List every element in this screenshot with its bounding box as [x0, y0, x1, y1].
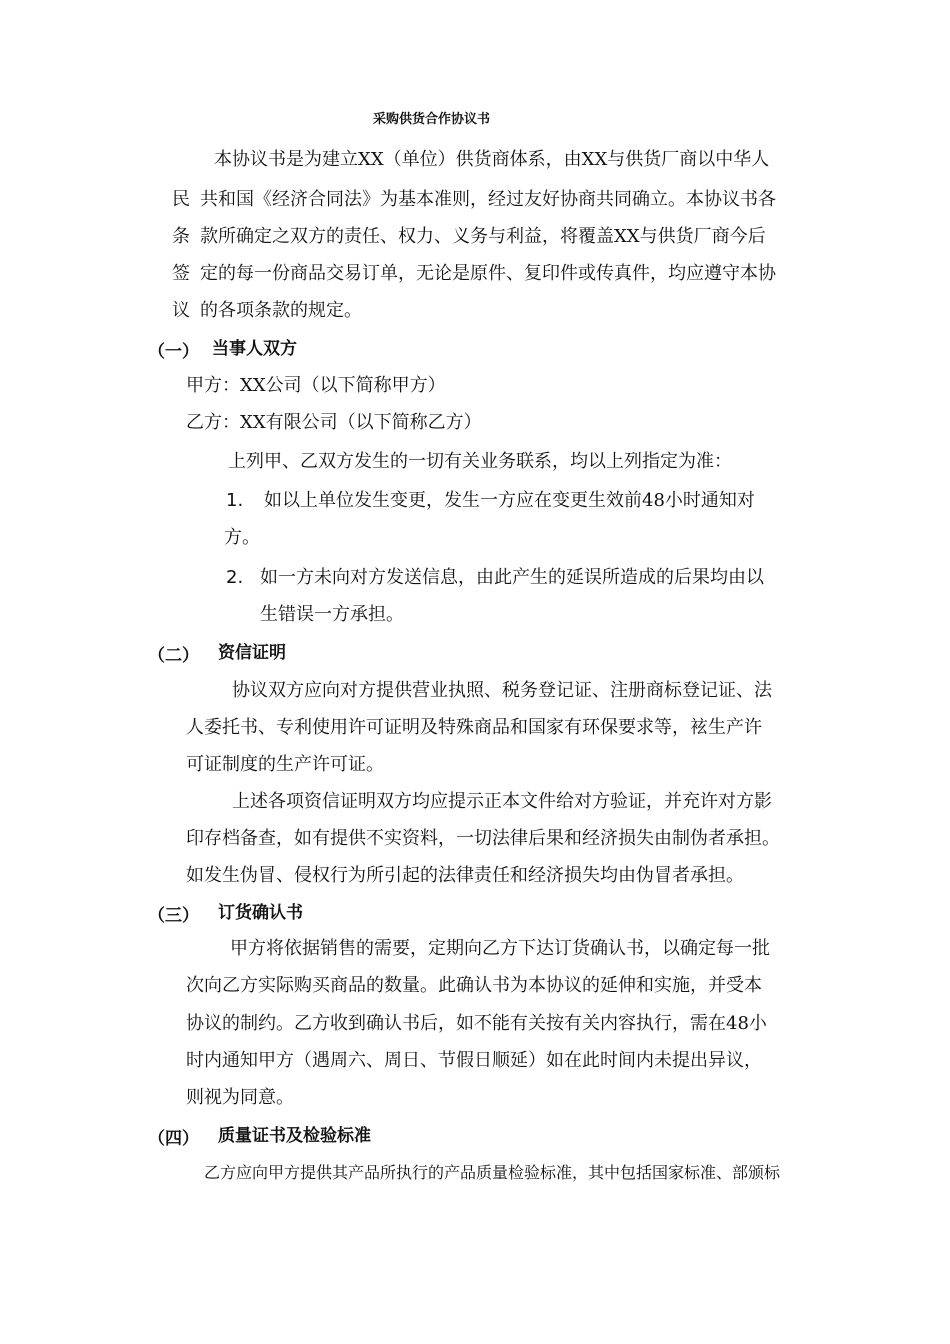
section-1-number: （一）: [148, 342, 199, 362]
section-3-line-3: 协议的制约。乙方收到确认书后，如不能有关按有关内容执行，需在48小: [186, 1013, 767, 1034]
intro-margin-1: 民: [172, 189, 190, 210]
section-2-p1-line-2: 人委托书、专利使用许可证明及特殊商品和国家有环保要求等，袨生产许: [186, 717, 762, 738]
section-2-p1-line-1: 协议双方应向对方提供营业执照、税务登记证、注册商标登记证、法: [232, 680, 772, 701]
section-2-p1-line-3: 可证制度的生产许可证。: [186, 754, 384, 775]
section-2-heading: 资信证明: [218, 643, 286, 663]
intro-margin-3: 签: [172, 263, 190, 284]
section-2-p2-line-3: 如发生伪冒、侵权行为所引起的法律责任和经济损失均由伪冒者承担。: [186, 865, 744, 886]
section-3-number: （三）: [148, 906, 199, 926]
section-2-p2-line-2: 印存档备查，如有提供不实资料，一切法律后果和经济损失由制伪者承担。: [186, 828, 780, 849]
section-4-heading: 质量证书及检验标准: [218, 1126, 371, 1146]
section-3-line-5: 则视为同意。: [186, 1087, 294, 1108]
section-2-p2-line-1: 上述各项资信证明双方均应提示正本文件给对方验证，并充许对方影: [232, 791, 772, 812]
intro-line-4: 定的每一份商品交易订单，无论是原件、复印件或传真件，均应遵守本协: [200, 263, 776, 284]
item-2-line-1: 如一方未向对方发送信息，由此产生的延误所造成的后果均由以: [260, 567, 764, 588]
section-4-line-1: 乙方应向甲方提供其产品所执行的产品质量检验标准，其中包括国家标准、部颁标: [204, 1163, 781, 1182]
intro-line-1: 本协议书是为建立XX（单位）供货商体系，由XX与供货厂商以中华人: [214, 149, 770, 170]
item-2-number: 2.: [226, 567, 244, 588]
intro-line-3: 款所确定之双方的责任、权力、义务与利益，将覆盖XX与供货厂商今后: [200, 226, 766, 247]
section-3-line-2: 次向乙方实际购买商品的数量。此确认书为本协议的延伸和实施，并受本: [186, 975, 762, 996]
intro-line-5: 的各项条款的规定。: [200, 300, 362, 321]
item-1-line-1: 如以上单位发生变更，发生一方应在变更生效前48小时通知对: [264, 490, 755, 511]
section-1-paragraph: 上列甲、乙双方发生的一切有关业务联系，均以上列指定为准：: [228, 451, 732, 472]
intro-margin-4: 议: [172, 300, 190, 321]
item-2-line-2: 生错误一方承担。: [260, 604, 404, 625]
party-b: 乙方：XX有限公司（以下简称乙方）: [186, 412, 482, 433]
section-1-heading: 当事人双方: [212, 339, 297, 359]
section-3-line-1: 甲方将依据销售的需要，定期向乙方下达订货确认书，以确定每一批: [230, 938, 770, 959]
party-a: 甲方：XX公司（以下简称甲方）: [186, 375, 446, 396]
item-1-line-2: 方。: [224, 527, 260, 548]
intro-line-2: 共和国《经济合同法》为基本准则，经过友好协商共同确立。本协议书各: [200, 189, 776, 210]
section-2-number: （二）: [148, 646, 199, 666]
section-3-line-4: 时内通知甲方（遇周六、周日、节假日顺延）如在此时间内未提出异议，: [186, 1050, 762, 1071]
section-3-heading: 订货确认书: [218, 903, 303, 923]
item-1-number: 1.: [226, 490, 244, 511]
document-title: 采购供货合作协议书: [373, 112, 491, 127]
section-4-number: （四）: [148, 1129, 199, 1149]
intro-margin-2: 条: [172, 226, 190, 247]
